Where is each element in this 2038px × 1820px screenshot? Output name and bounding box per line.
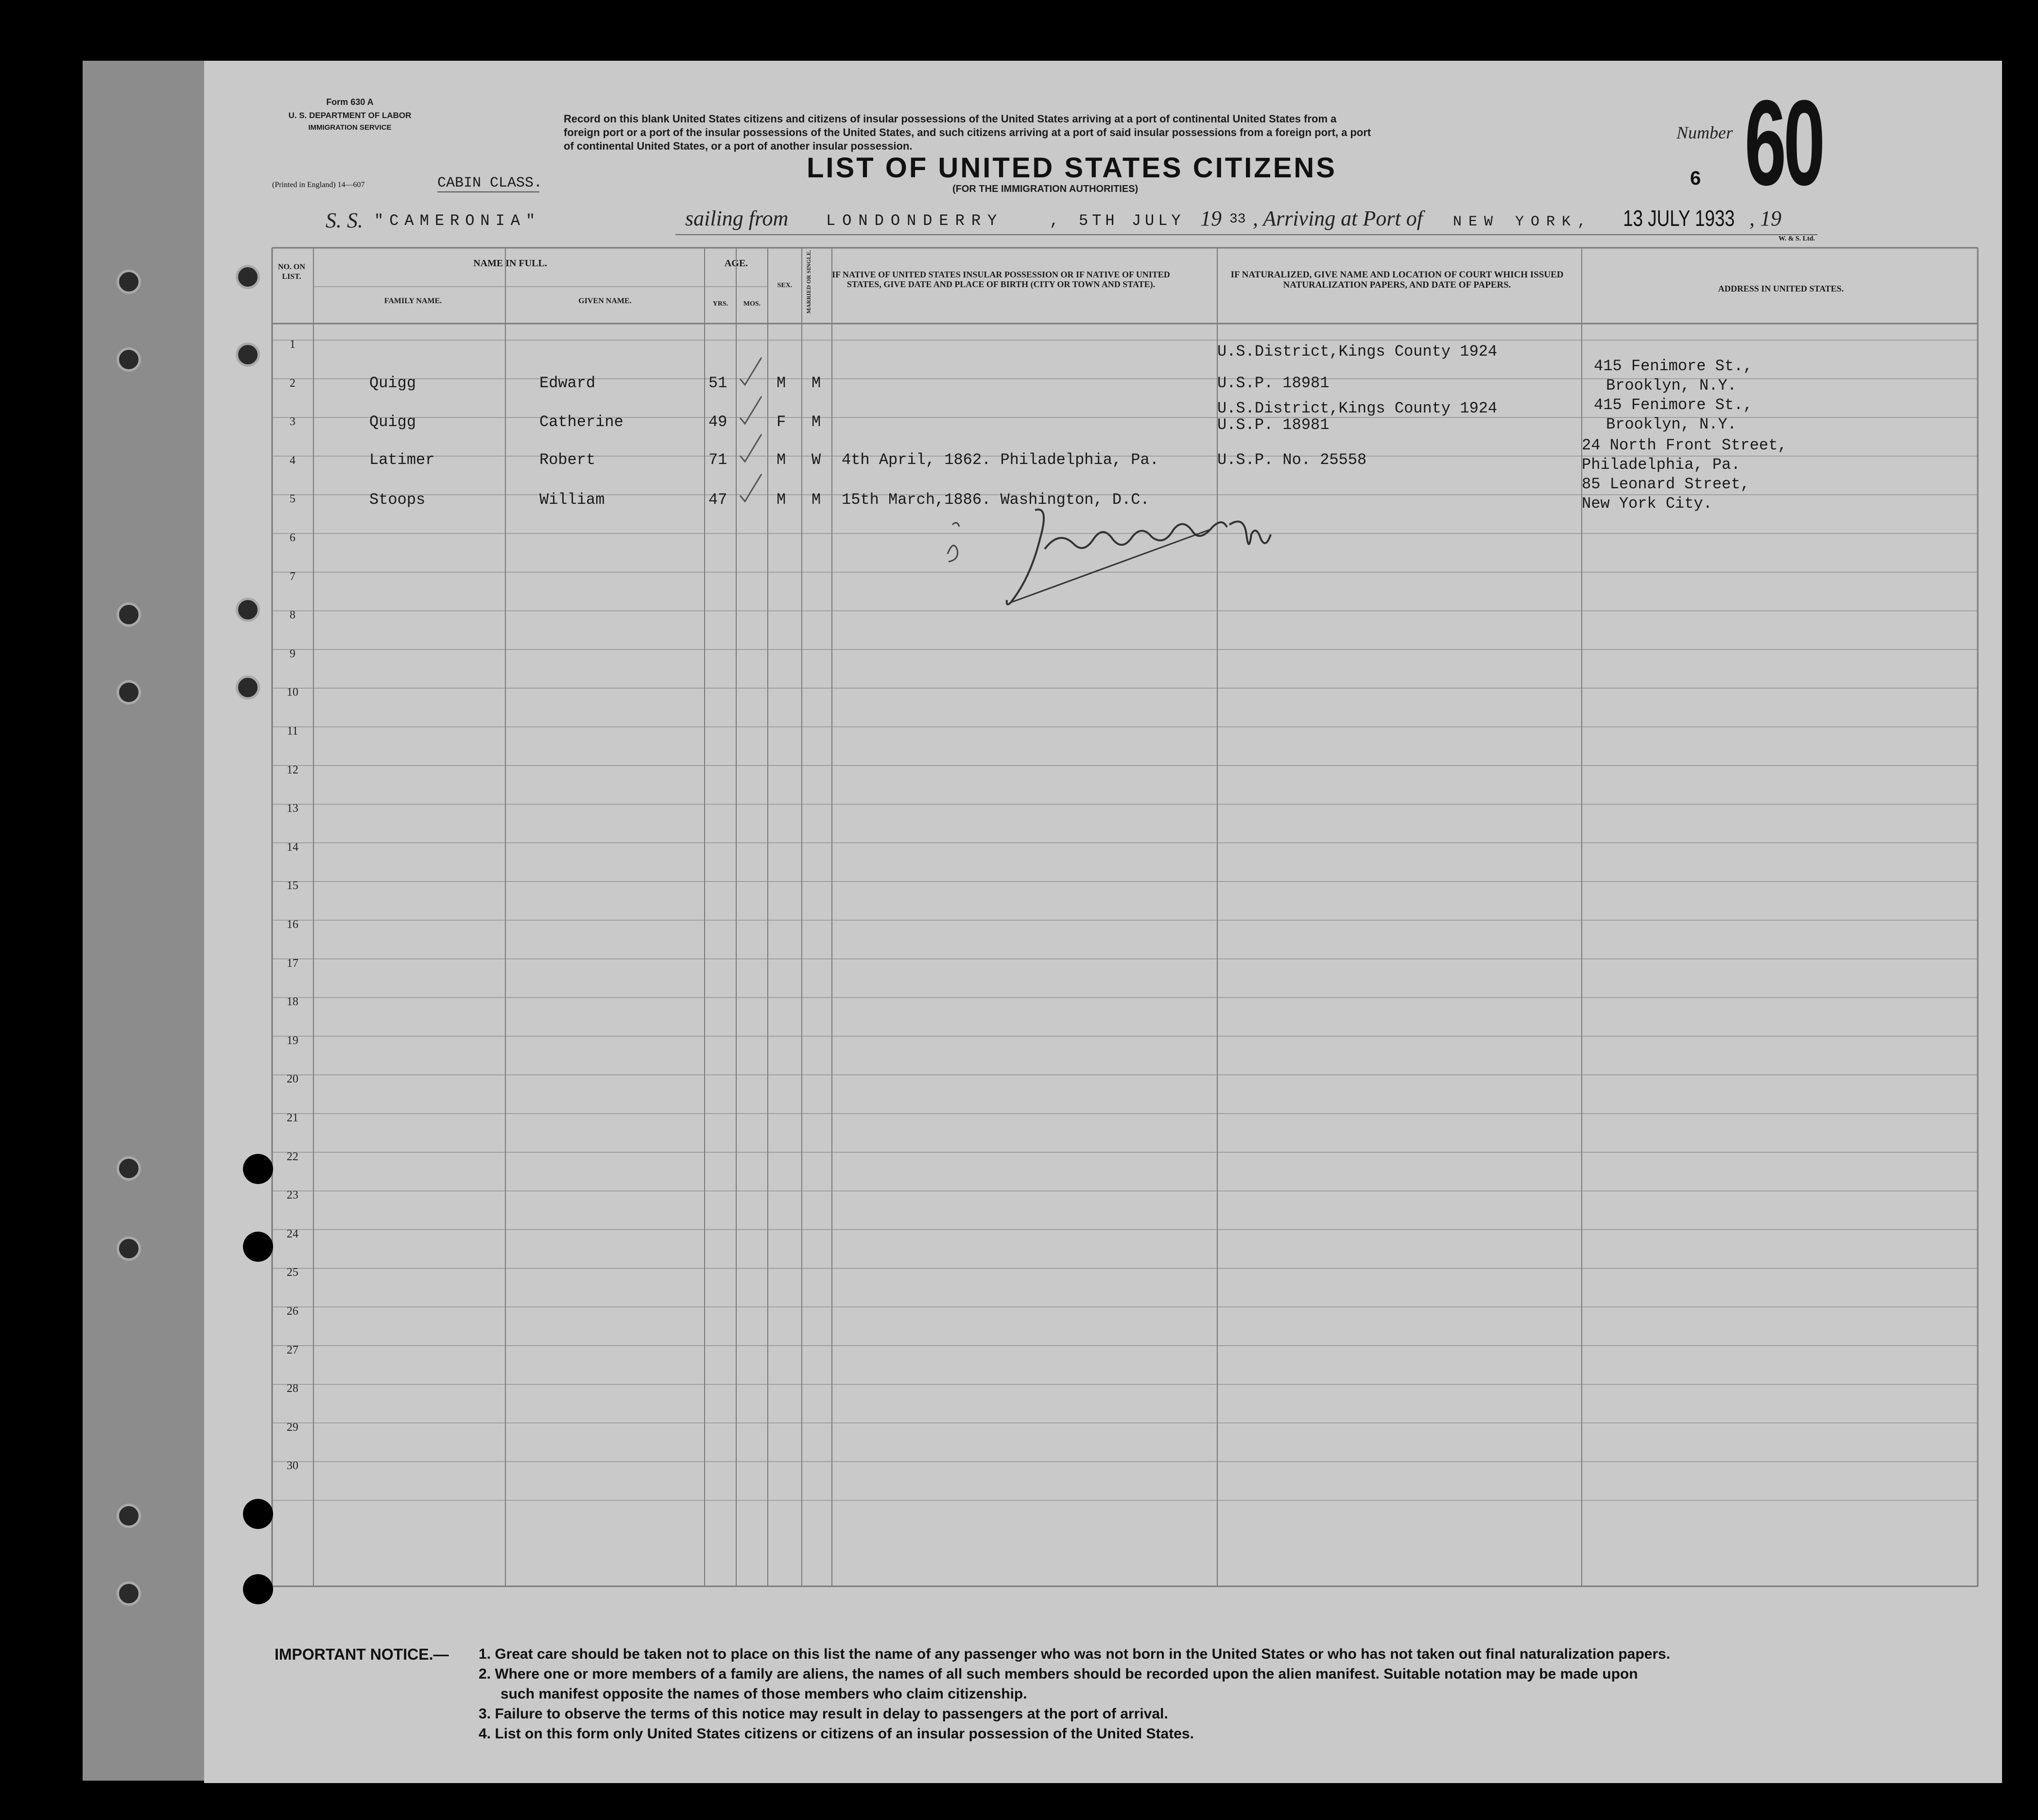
col-yrs: YRS. — [712, 300, 728, 308]
row-number: 5 — [290, 493, 295, 506]
entry-address-line-1: 24 North Front Street, — [1582, 436, 1787, 454]
check-mark — [736, 471, 765, 505]
row-number: 26 — [287, 1305, 298, 1318]
check-mark-stroke — [740, 396, 761, 424]
row-number: 2 — [290, 377, 295, 390]
entry-married: M — [812, 374, 821, 392]
entry-birth: 15th March,1886. Washington, D.C. — [842, 491, 1150, 509]
row-number: 30 — [287, 1459, 298, 1473]
sailing-label: sailing from — [685, 206, 789, 230]
entry-naturalization: U.S.District,Kings County 1924 — [1217, 399, 1498, 417]
punch-hole — [117, 1504, 141, 1528]
row-number: 24 — [287, 1227, 298, 1240]
check-mark — [736, 431, 765, 465]
entry-married: W — [812, 451, 821, 469]
row-number: 27 — [287, 1343, 298, 1356]
entry-naturalization: U.S.District,Kings County 1924 — [1217, 343, 1498, 361]
row-number: 25 — [287, 1266, 298, 1279]
sheet-number: 6 — [1690, 168, 1701, 189]
entry-address-line-2: Philadelphia, Pa. — [1582, 456, 1741, 474]
row-number: 11 — [287, 725, 298, 738]
instructions-line-3: of continental United States, or a port of another insular possession. — [564, 140, 913, 152]
col-naturalized: IF NATURALIZED, GIVE NAME AND LOCATION OF COURT WHICH ISSUED NATURALIZATION PAPERS, AND DATE OF PAPERS. — [1230, 270, 1564, 290]
number-label: Number — [1676, 123, 1733, 142]
row-number: 13 — [287, 802, 298, 815]
entry-married: M — [812, 491, 821, 509]
row-number: 16 — [287, 918, 298, 931]
comma-1: , — [1050, 212, 1059, 230]
col-given-name: GIVEN NAME. — [578, 297, 632, 305]
col-sex: SEX. — [777, 282, 793, 289]
entry-sex: F — [777, 413, 786, 431]
entry-address-line-2: Brooklyn, N.Y. — [1606, 377, 1737, 395]
entry-address-line-1: 85 Leonard Street, — [1582, 475, 1750, 493]
row-number: 29 — [287, 1421, 298, 1434]
punch-hole — [236, 675, 260, 700]
check-mark — [736, 394, 765, 428]
cabin-class: CABIN CLASS. — [437, 175, 543, 191]
notice-item-2: 2. Where one or more members of a family are aliens, the names of all such members should be recorded upon the alien manifest. Suitable notation may be made upon — [479, 1666, 1638, 1682]
row-number: 8 — [290, 609, 295, 622]
row-number: 20 — [287, 1073, 298, 1086]
departure-port: LONDONDERRY — [826, 212, 1004, 230]
arrival-date: 13 JULY 1933 — [1623, 206, 1735, 231]
page-title: LIST OF UNITED STATES CITIZENS — [807, 152, 1337, 184]
row-number: 21 — [287, 1112, 298, 1124]
row-number: 7 — [290, 570, 295, 583]
col-no: NO. ON LIST. — [278, 263, 305, 281]
printer-mark: W. & S. Ltd. — [1779, 235, 1815, 242]
row-number: 19 — [287, 1034, 298, 1047]
col-age: AGE. — [724, 258, 748, 269]
row-number: 15 — [287, 879, 298, 893]
row-number: 28 — [287, 1382, 298, 1395]
notice-heading: IMPORTANT NOTICE.— — [275, 1646, 449, 1663]
notice-item-3: 3. Failure to observe the terms of this notice may result in delay to passengers at the port of arrival. — [479, 1706, 1168, 1722]
entry-age-years: 71 — [708, 451, 727, 469]
row-number: 9 — [290, 647, 295, 660]
entry-address-line-1: 415 Fenimore St., — [1594, 396, 1753, 414]
row-number: 1 — [290, 338, 295, 351]
form-number: Form 630 A — [326, 97, 374, 107]
punch-hole — [243, 1232, 273, 1262]
entry-family-name: Latimer — [369, 451, 435, 469]
punch-hole — [243, 1574, 273, 1604]
entry-address-line-2: Brooklyn, N.Y. — [1606, 415, 1737, 433]
entry-address-line-2: New York City. — [1582, 495, 1712, 513]
notice-item-4: 4. List on this form only United States citizens or citizens of an insular possession of the United States. — [479, 1726, 1194, 1742]
row-number: 14 — [287, 841, 298, 854]
punch-hole — [236, 598, 260, 622]
entry-naturalization-paper: U.S.P. 18981 — [1217, 374, 1330, 392]
punch-hole — [117, 1236, 141, 1261]
entry-family-name: Quigg — [369, 413, 416, 431]
department: U. S. DEPARTMENT OF LABOR — [288, 111, 412, 120]
service: IMMIGRATION SERVICE — [308, 123, 392, 132]
col-mos: MOS. — [743, 300, 761, 308]
row-number: 10 — [287, 686, 298, 699]
entry-age-years: 51 — [708, 374, 727, 392]
row-number: 23 — [287, 1189, 298, 1202]
punch-hole — [117, 347, 141, 372]
entry-given-name: Robert — [539, 451, 596, 469]
col-name-in-full: NAME IN FULL. — [473, 258, 547, 269]
year-suffix: 33 — [1229, 212, 1246, 227]
punch-hole — [117, 680, 141, 704]
entry-family-name: Stoops — [369, 491, 426, 509]
entry-age-years: 47 — [708, 491, 727, 509]
punch-hole — [243, 1154, 273, 1184]
punch-hole — [117, 1156, 141, 1181]
row-number: 6 — [290, 532, 295, 544]
notice-item-1: 1. Great care should be taken not to place on this list the name of any passenger who was not born in the United States or who has not taken out final naturalization papers. — [479, 1646, 1671, 1662]
row-number: 22 — [287, 1150, 298, 1163]
check-mark — [736, 355, 765, 389]
entry-given-name: William — [539, 491, 605, 509]
row-number: 12 — [287, 763, 298, 776]
col-address: ADDRESS IN UNITED STATES. — [1718, 284, 1844, 293]
col-birth: IF NATIVE OF UNITED STATES INSULAR POSSESSION OR IF NATIVE OF UNITED STATES, GIVE DATE AND PLACE OF BIRTH (CITY OR TOWN AND STATE). — [832, 270, 1170, 289]
entry-sex: M — [777, 451, 786, 469]
punch-hole — [236, 265, 260, 289]
list-number: 60 — [1744, 75, 1823, 210]
entry-given-name: Edward — [539, 374, 596, 392]
row-number: 18 — [287, 996, 298, 1009]
check-mark-stroke — [740, 358, 761, 385]
punch-hole — [117, 1581, 141, 1606]
sail-date: 5TH JULY — [1079, 212, 1185, 230]
arriving-label: , Arriving at Port of — [1253, 206, 1423, 230]
col-family-name: FAMILY NAME. — [384, 297, 442, 305]
ship-name: "CAMERONIA" — [374, 212, 541, 230]
trailing-year: , 19 — [1749, 206, 1781, 230]
entry-naturalization: U.S.P. No. 25558 — [1217, 451, 1367, 469]
entry-address-line-1: 415 Fenimore St., — [1594, 357, 1753, 375]
year-prefix: 19 — [1200, 206, 1222, 230]
check-mark-stroke — [740, 474, 761, 501]
entry-sex: M — [777, 374, 786, 392]
notice-item-2-cont: such manifest opposite the names of those members who claim citizenship. — [501, 1686, 1027, 1702]
row-number: 4 — [290, 454, 295, 467]
printed-note: (Printed in England) 14—607 — [272, 181, 365, 189]
entry-age-years: 49 — [708, 413, 727, 431]
handwritten-signature — [938, 496, 1317, 627]
entry-birth: 4th April, 1862. Philadelphia, Pa. — [842, 451, 1159, 469]
entry-married: M — [812, 413, 821, 431]
entry-naturalization-paper: U.S.P. 18981 — [1217, 416, 1330, 434]
row-number: 17 — [287, 957, 298, 970]
instructions-line-2: foreign port or a port of the insular possessions of the United States, and such citizens arriving at a port of said insular possessions from a foreign port, a port — [564, 126, 1371, 138]
check-mark-stroke — [740, 434, 761, 462]
punch-hole — [117, 602, 141, 627]
col-married: MARRIED OR SINGLE. — [805, 250, 812, 314]
arrival-port: NEW YORK, — [1453, 214, 1593, 230]
punch-hole — [236, 343, 260, 367]
punch-hole — [243, 1499, 273, 1529]
entry-given-name: Catherine — [539, 413, 623, 431]
entry-sex: M — [777, 491, 786, 509]
ss-label: S. S. — [326, 208, 363, 232]
row-number: 3 — [290, 415, 295, 429]
page-subtitle: (FOR THE IMMIGRATION AUTHORITIES) — [952, 184, 1139, 194]
instructions-line-1: Record on this blank United States citizens and citizens of insular possessions of the United States arriving at a port of continental United States from a — [564, 113, 1337, 125]
entry-family-name: Quigg — [369, 374, 416, 392]
punch-hole — [117, 270, 141, 294]
